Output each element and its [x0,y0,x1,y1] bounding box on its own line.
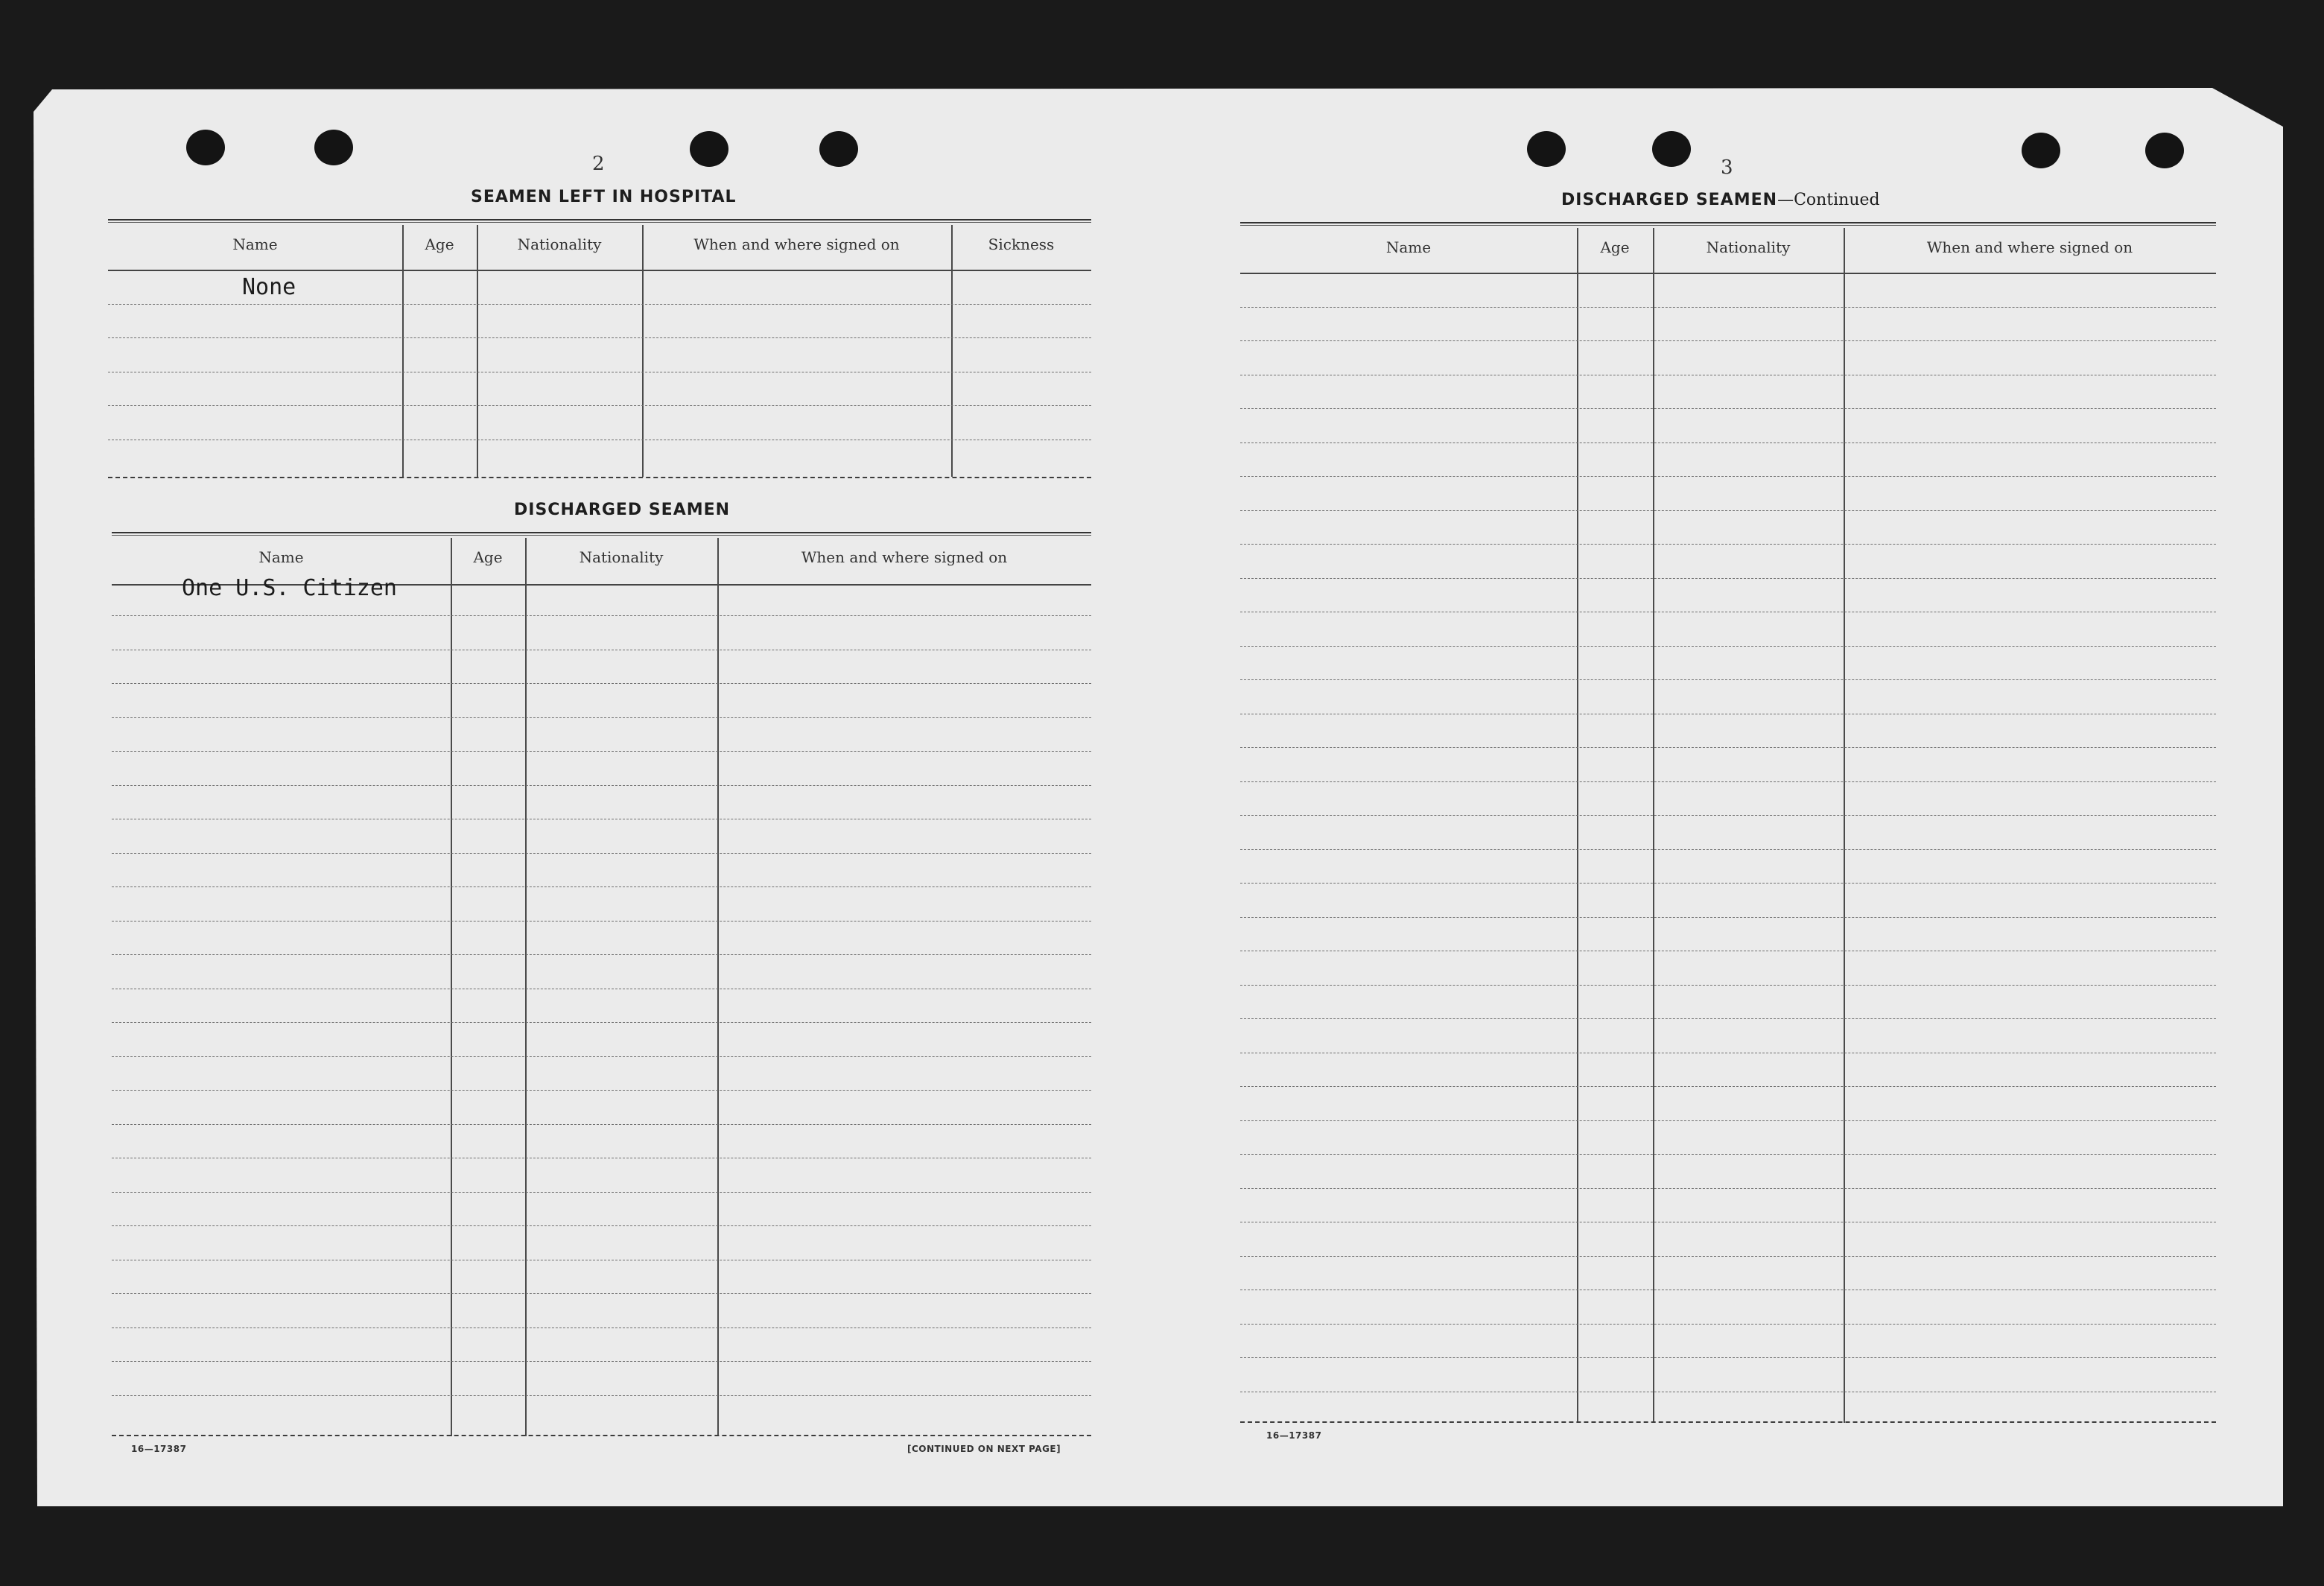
section-title-suffix: —Continued [1777,191,1880,209]
column-header-sickness: Sickness [988,235,1055,253]
binder-hole [690,131,728,167]
column-header-signed-on: When and where signed on [801,548,1008,566]
continued-note: [CONTINUED ON NEXT PAGE] [907,1444,1061,1454]
discharged-continued-table [1240,222,2216,1423]
discharged-table [112,532,1091,1436]
binder-hole [1527,131,1566,167]
form-number: 16—17387 [1266,1430,1322,1441]
column-header-nationality: Nationality [1706,238,1791,256]
section-title: DISCHARGED SEAMEN [514,501,731,519]
page-number: 2 [592,153,605,175]
binder-hole [2022,133,2060,168]
column-header-name: Name [232,235,278,253]
column-header-signed-on: When and where signed on [1926,238,2133,256]
binder-hole [314,130,353,165]
table-cell-name: One U.S. Citizen [182,575,397,601]
column-header-age: Age [1600,238,1630,256]
table-cell-name: None [242,274,296,300]
binder-hole [1652,131,1691,167]
binder-hole [186,130,225,165]
section-title: SEAMEN LEFT IN HOSPITAL [471,188,737,206]
column-header-nationality: Nationality [517,235,602,253]
binder-hole [2145,133,2184,168]
page-number: 3 [1721,156,1733,179]
column-header-name: Name [258,548,304,566]
form-number: 16—17387 [131,1444,187,1454]
binder-hole [819,131,858,167]
column-header-signed-on: When and where signed on [693,235,900,253]
column-header-age: Age [425,235,454,253]
column-header-nationality: Nationality [579,548,664,566]
section-title-text: DISCHARGED SEAMEN [1561,191,1778,209]
section-title [1561,191,1880,209]
column-header-name: Name [1385,238,1432,256]
hospital-table [108,219,1091,480]
column-header-age: Age [473,548,503,566]
